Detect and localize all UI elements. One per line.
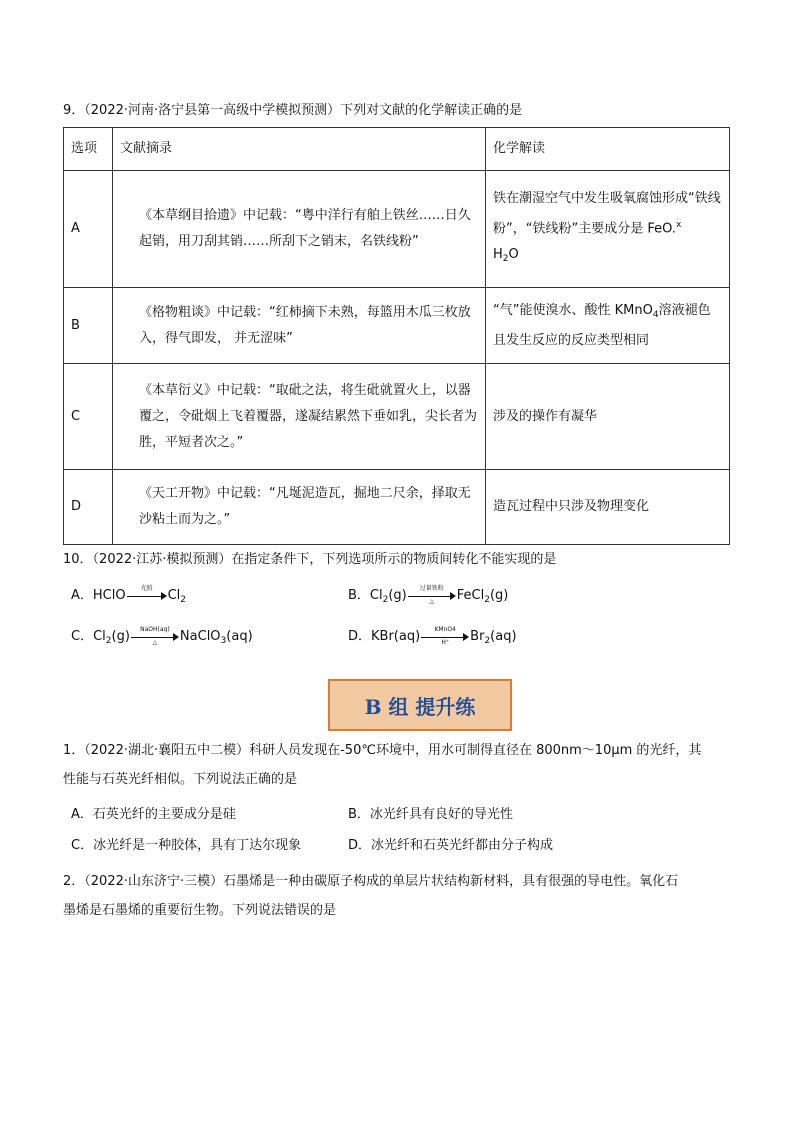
b1-option-a: A．石英光纤的主要成分是硅 — [71, 807, 236, 822]
q9-table — [63, 127, 730, 545]
q10-option-d: D．KBr(aq) KMnO4 H⁺ $Br_2(aq)$ — [348, 625, 517, 646]
q10-option-b: B．$Cl_2(g)$ 过量铁粉 △ FeCl$_2$(g) — [348, 584, 509, 605]
excerpt-cell: 《天工开物》中记载：“凡埏泥造瓦，掘地二尺余，择取无沙粘土而为之。” — [113, 470, 486, 545]
interpretation-cell: 涉及的操作有凝华 — [486, 364, 730, 470]
q10-option-a: A．HClO 光照 $Cl_2$ — [71, 584, 187, 605]
excerpt-cell: 《本草纲目拾遗》中记载：“粤中洋行有舶上铁丝……日久起销，用刀刮其销……所刮下之销末，名铁线粉” — [113, 171, 486, 288]
q9-stem: 9．（2022·河南·洛宁县第一高级中学模拟预测）下列对文献的化学解读正确的是 — [63, 103, 523, 118]
reaction-arrow: KMnO4 H⁺ — [421, 630, 469, 644]
reaction-arrow: 光照 — [127, 589, 167, 603]
table-row — [64, 470, 730, 545]
option-cell: A — [64, 171, 113, 288]
interpretation-cell: 造瓦过程中只涉及物理变化 — [486, 470, 730, 545]
excerpt-cell: 《本草衍义》中记载：“取砒之法，将生砒就置火上，以器覆之，令砒烟上飞着覆器，遂凝结累然下垂如乳，尖长者为胜，平短者次之。” — [113, 364, 486, 470]
b1-option-d: D．冰光纤和石英光纤都由分子构成 — [348, 838, 554, 853]
b2-stem-line1: 2．（2022·山东济宁·三模）石墨烯是一种由碳原子构成的单层片状结构新材料，具有很强的导电性。氧化石 — [63, 874, 679, 889]
excerpt-cell: 《格物粗谈》中记载：“红柿摘下未熟，每篮用木瓜三枚放入，得气即发， 并无涩味” — [113, 288, 486, 364]
reaction-arrow: 过量铁粉 △ — [408, 589, 456, 603]
table-row — [64, 288, 730, 364]
interpretation-cell: 铁在潮湿空气中发生吸氧腐蚀形成“铁线 粉”，“铁线粉”主要成分是 FeO.$^x$ $H_2O$ — [486, 171, 730, 288]
table-header-row — [64, 128, 730, 171]
option-cell: B — [64, 288, 113, 364]
table-row — [64, 364, 730, 470]
b1-stem-line1: 1．（2022·湖北·襄阳五中二模）科研人员发现在-50℃环境中，用水可制得直径在 800nm～10μm 的光纤，其 — [63, 743, 702, 758]
section-banner: B 组 提升练 — [328, 679, 512, 731]
header-excerpt: 文献摘录 — [113, 128, 486, 171]
b2-stem-line2: 墨烯是石墨烯的重要衍生物。下列说法错误的是 — [63, 903, 337, 918]
option-cell: C — [64, 364, 113, 470]
b1-stem-line2: 性能与石英光纤相似。下列说法正确的是 — [63, 772, 298, 787]
q10-stem: 10．（2022·江苏·模拟预测）在指定条件下，下列选项所示的物质间转化不能实现的是 — [63, 552, 557, 567]
b1-option-b: B．冰光纤具有良好的导光性 — [348, 807, 513, 822]
table-row — [64, 171, 730, 288]
interpretation-cell: “气”能使溴水、酸性 KMnO$_4$溶液褪色且发生反应的反应类型相同 — [486, 288, 730, 364]
q10-option-c: C．$Cl_2(g)$ NaOH(aq) △ NaClO$_3$(aq) — [71, 625, 253, 646]
header-option: 选项 — [64, 128, 113, 171]
reaction-arrow: NaOH(aq) △ — [131, 630, 179, 644]
option-cell: D — [64, 470, 113, 545]
header-interpretation: 化学解读 — [486, 128, 730, 171]
b1-option-c: C．冰光纤是一种胶体，具有丁达尔现象 — [71, 838, 302, 853]
